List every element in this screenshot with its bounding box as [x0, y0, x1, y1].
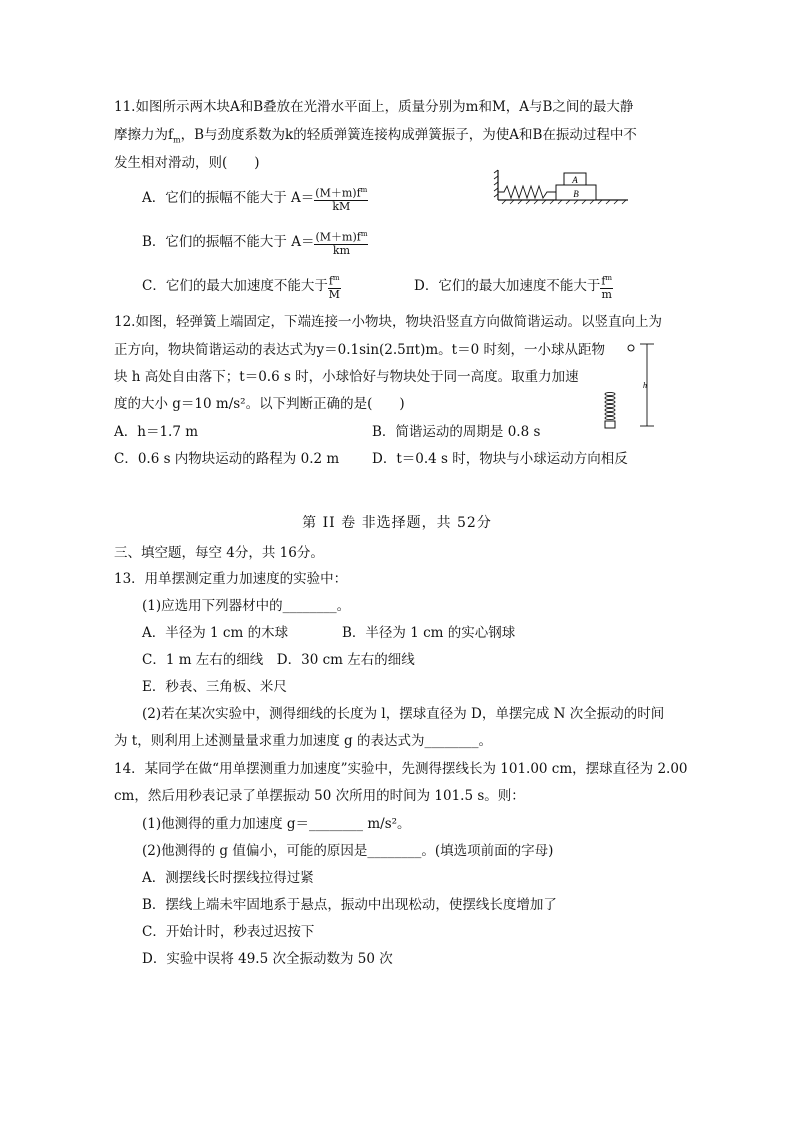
section-ii-title: 第 II 卷 非选择题，共 52分 — [302, 515, 492, 531]
q13-stem: 13．用单摆测定重力加速度的实验中： — [114, 571, 348, 587]
q13-part2: (2)若在某次实验中，测得细线的长度为 l，摆球直径为 D，单摆完成 N 次全振动的时间 — [142, 706, 665, 722]
q14-part2: (2)他测得的 g 值偏小，可能的原因是________。(填选项前面的字母) — [142, 843, 554, 859]
q11-option-d-fraction — [600, 272, 613, 301]
q11-option-c-prefix: C．它们的最大加速度不能大于 — [142, 277, 328, 294]
q11-option-d-den: m — [601, 287, 612, 301]
q14-option-a: A．测摆线长时摆线拉得过紧 — [142, 870, 314, 886]
q13-option-cd: C．1 m 左右的细线 D．30 cm 左右的细线 — [142, 652, 415, 668]
q11-line2-text: 摩擦力为f — [114, 127, 173, 143]
q11-stem-line1: 11.如图所示两木块A和B叠放在光滑水平面上，质量分别为m和M，A与B之间的最大静 — [114, 99, 634, 115]
q12-option-b: B．简谐运动的周期是 0.8 s — [372, 424, 541, 440]
q11-option-a — [142, 184, 368, 213]
q12-stem-line4: 度的大小 g＝10 m/s²。以下判断正确的是( ) — [114, 396, 405, 412]
q11-option-c-den: M — [328, 287, 340, 301]
q13-part1: (1)应选用下列器材中的________。 — [142, 598, 351, 614]
q13-option-a: A．半径为 1 cm 的木球 — [142, 625, 289, 641]
q11-option-d — [414, 272, 613, 301]
q12-option-c: C．0.6 s 内物块运动的路程为 0.2 m — [114, 451, 340, 467]
block-b-label: B — [573, 189, 579, 199]
q14-option-d: D．实验中误将 49.5 次全振动数为 50 次 — [142, 951, 393, 967]
q12-stem-line3: 块 h 高处自由落下；t＝0.6 s 时，小球恰好与物块处于同一高度。取重力加速 — [114, 369, 579, 385]
hanging-block — [605, 421, 615, 428]
q11-option-a-den: kM — [332, 199, 351, 213]
q11-option-b-prefix: B．它们的振幅不能大于 A＝ — [142, 233, 315, 250]
height-label: h — [643, 381, 647, 390]
q11-option-a-prefix: A．它们的振幅不能大于 A＝ — [142, 189, 315, 206]
q12-option-a: A．h＝1.7 m — [114, 424, 199, 440]
q14-option-c: C．开始计时，秒表过迟按下 — [142, 924, 315, 940]
vertical-spring — [605, 392, 615, 419]
q11-line2-sub: m — [173, 135, 181, 145]
q11-option-a-num-sup: m — [360, 186, 368, 194]
q12-stem-line1: 12.如图，轻弹簧上端固定，下端连接一小物块，物块沿竖直方向做简谐运动。以竖直向上为 — [114, 314, 662, 330]
q11-stem-line3: 发生相对滑动，则( ) — [114, 155, 260, 171]
spring-ball-figure — [598, 342, 658, 432]
q14-stem-line2: cm，然后用秒表记录了单摆振动 50 次所用的时间为 101.5 s。则： — [114, 788, 525, 804]
q11-stem-line2 — [114, 126, 637, 150]
q12-stem-line2: 正方向，物块简谐运动的表达式为y＝0.1sin(2.5πt)m。t＝0 时刻，一小球从距物 — [114, 342, 605, 358]
q14-part1: (1)他测得的重力加速度 g＝________ m/s²。 — [142, 816, 411, 832]
q13-option-e: E．秒表、三角板、米尺 — [142, 679, 287, 695]
q14-option-b: B．摆线上端未牢固地系于悬点，振动中出现松动，使摆线长度增加了 — [142, 897, 557, 913]
q12-option-d: D．t＝0.4 s 时，物块与小球运动方向相反 — [372, 451, 628, 467]
q11-option-c-num: f — [328, 274, 333, 288]
block-a-label: A — [572, 175, 578, 185]
spring-zigzag — [498, 186, 556, 198]
q11-option-d-num: f — [601, 274, 606, 288]
q11-option-d-num-sup: m — [605, 274, 613, 282]
q14-stem-line1: 14．某同学在做“用单摆测重力加速度”实验中，先测得摆线长为 101.00 cm，摆球直径为 2.00 — [114, 761, 688, 777]
q13-part2-cont: 为 t，则利用上述测量量求重力加速度 g 的表达式为________。 — [114, 733, 492, 749]
q13-option-b: B．半径为 1 cm 的实心钢球 — [342, 625, 516, 641]
q11-option-a-num: (M＋m)f — [315, 186, 361, 200]
q11-option-c — [142, 272, 341, 301]
section-ii-heading: 三、填空题，每空 4分，共 16分。 — [114, 545, 324, 561]
q11-option-d-prefix: D．它们的最大加速度不能大于 — [414, 277, 601, 294]
q11-option-b-num-sup: m — [360, 230, 368, 238]
q11-option-c-num-sup: m — [332, 274, 340, 282]
q11-option-b-num: (M＋m)f — [315, 230, 361, 244]
ball-icon — [628, 345, 634, 351]
q11-option-b-fraction — [314, 228, 368, 257]
q11-line2-rest: ，B与劲度系数为k的轻质弹簧连接构成弹簧振子，为使A和B在振动过程中不 — [180, 127, 637, 143]
q11-option-b — [142, 228, 368, 257]
spring-block-figure — [494, 170, 634, 210]
q11-option-b-den: km — [332, 243, 351, 257]
q11-option-c-fraction — [328, 272, 341, 301]
q11-option-a-fraction — [314, 184, 368, 213]
